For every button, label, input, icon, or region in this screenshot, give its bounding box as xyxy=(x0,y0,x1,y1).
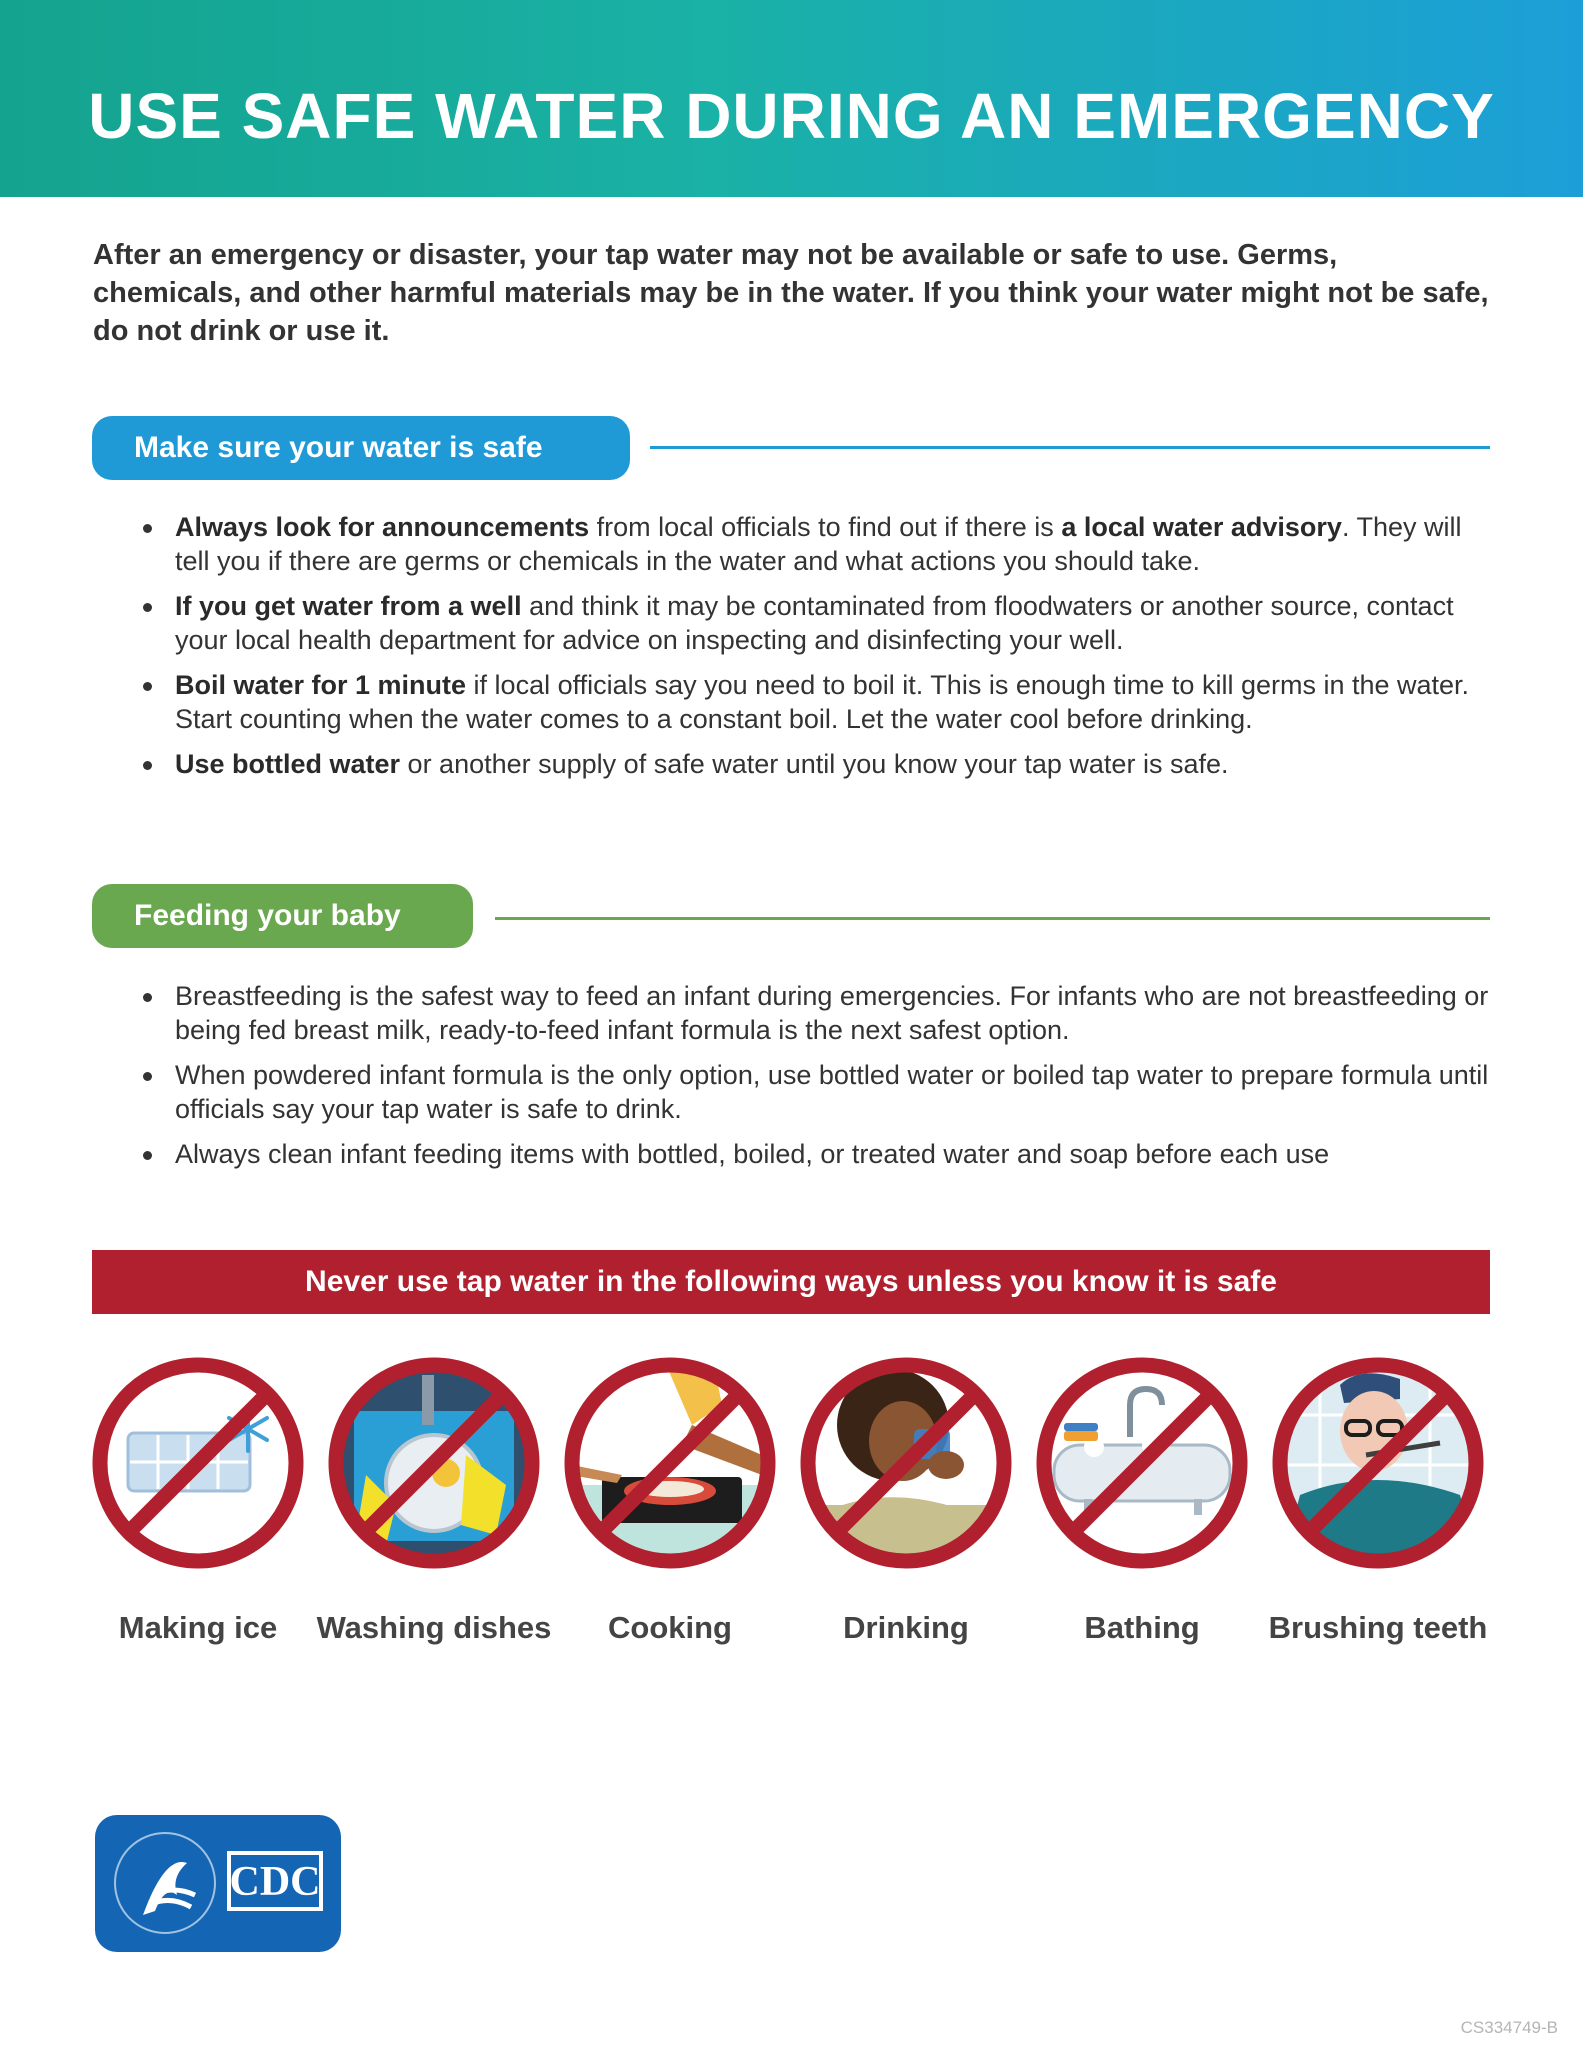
ice-tray-icon xyxy=(90,1355,306,1571)
list-item xyxy=(135,668,1495,736)
document-code: CS334749-B xyxy=(1460,2018,1558,2037)
use-drinking xyxy=(788,1355,1024,1647)
list-item xyxy=(135,589,1495,657)
use-label: Brushing teeth xyxy=(1268,1610,1488,1645)
list-item: When powdered infant formula is the only option, use bottled water or boiled tap water to prepare formula until officials say your tap water is safe to drink. xyxy=(135,1058,1495,1126)
use-label: Making ice xyxy=(118,1610,278,1645)
use-cooking xyxy=(552,1355,788,1647)
list-item-emphasis: Always look for announcements xyxy=(175,512,590,542)
warning-banner: Never use tap water in the following ways unless you know it is safe xyxy=(92,1250,1490,1314)
hhs-cdc-logo xyxy=(95,1815,341,1952)
toothbrush-icon xyxy=(1270,1355,1486,1571)
water-safety-list xyxy=(135,510,1495,792)
use-label: Cooking xyxy=(608,1610,732,1645)
use-bathing xyxy=(1024,1355,1260,1647)
header-banner xyxy=(0,0,1583,197)
drinking-icon xyxy=(798,1355,1014,1571)
list-item-text: from local officials to find out if there is xyxy=(589,512,1062,542)
list-item-emphasis: Use bottled water xyxy=(175,749,401,779)
list-item: Always clean infant feeding items with bottled, boiled, or treated water and soap before each use xyxy=(135,1137,1495,1171)
prohibited-uses-row xyxy=(0,1355,1583,1685)
section-heading-feeding-baby: Feeding your baby xyxy=(92,884,473,948)
section-divider xyxy=(650,446,1490,449)
hhs-seal-icon xyxy=(95,1815,341,1952)
baby-feeding-list xyxy=(135,979,1495,1182)
intro-paragraph: After an emergency or disaster, your tap water may not be available or safe to use. Germs, chemicals, and other harmful materials may be in the water. If you think your water might not be safe, do not drink or use it. xyxy=(93,239,1489,347)
list-item: Breastfeeding is the safest way to feed an infant during emergencies. For infants who are not breastfeeding or being fed breast milk, ready-to-feed infant formula is the next safest option. xyxy=(135,979,1495,1047)
dish-washing-icon xyxy=(326,1355,542,1571)
list-item-text: if local officials say you need to boil it. This is enough time to kill germs in the water. Start counting when the water comes to a constant boil. Let the water cool before drinking. xyxy=(175,670,1470,734)
page-title: USE SAFE WATER DURING AN EMERGENCY xyxy=(88,80,1495,152)
use-washing-dishes xyxy=(316,1355,552,1647)
list-item-emphasis: If you get water from a well xyxy=(175,591,522,621)
cdc-logo-text: CDC xyxy=(229,1859,321,1905)
use-making-ice xyxy=(80,1355,316,1647)
use-brushing-teeth xyxy=(1260,1355,1496,1647)
list-item xyxy=(135,747,1495,781)
cooking-pan-icon xyxy=(562,1355,778,1571)
section-divider xyxy=(495,917,1490,920)
list-item-emphasis: a local water advisory xyxy=(1061,512,1342,542)
list-item-emphasis: Boil water for 1 minute xyxy=(175,670,467,700)
list-item-text: . They will tell you if there are germs or chemicals in the water and what actions you should take. xyxy=(175,512,1462,576)
use-label: Washing dishes xyxy=(316,1610,552,1645)
list-item xyxy=(135,510,1495,578)
list-item-text: or another supply of safe water until you know your tap water is safe. xyxy=(400,749,1229,779)
list-item-text: and think it may be contaminated from floodwaters or another source, contact your local health department for advice on inspecting and disinfecting your well. xyxy=(175,591,1454,655)
use-label: Bathing xyxy=(1084,1610,1200,1645)
use-label: Drinking xyxy=(843,1610,969,1645)
bathtub-icon xyxy=(1034,1355,1250,1571)
section-heading-water-safe: Make sure your water is safe xyxy=(92,416,630,480)
